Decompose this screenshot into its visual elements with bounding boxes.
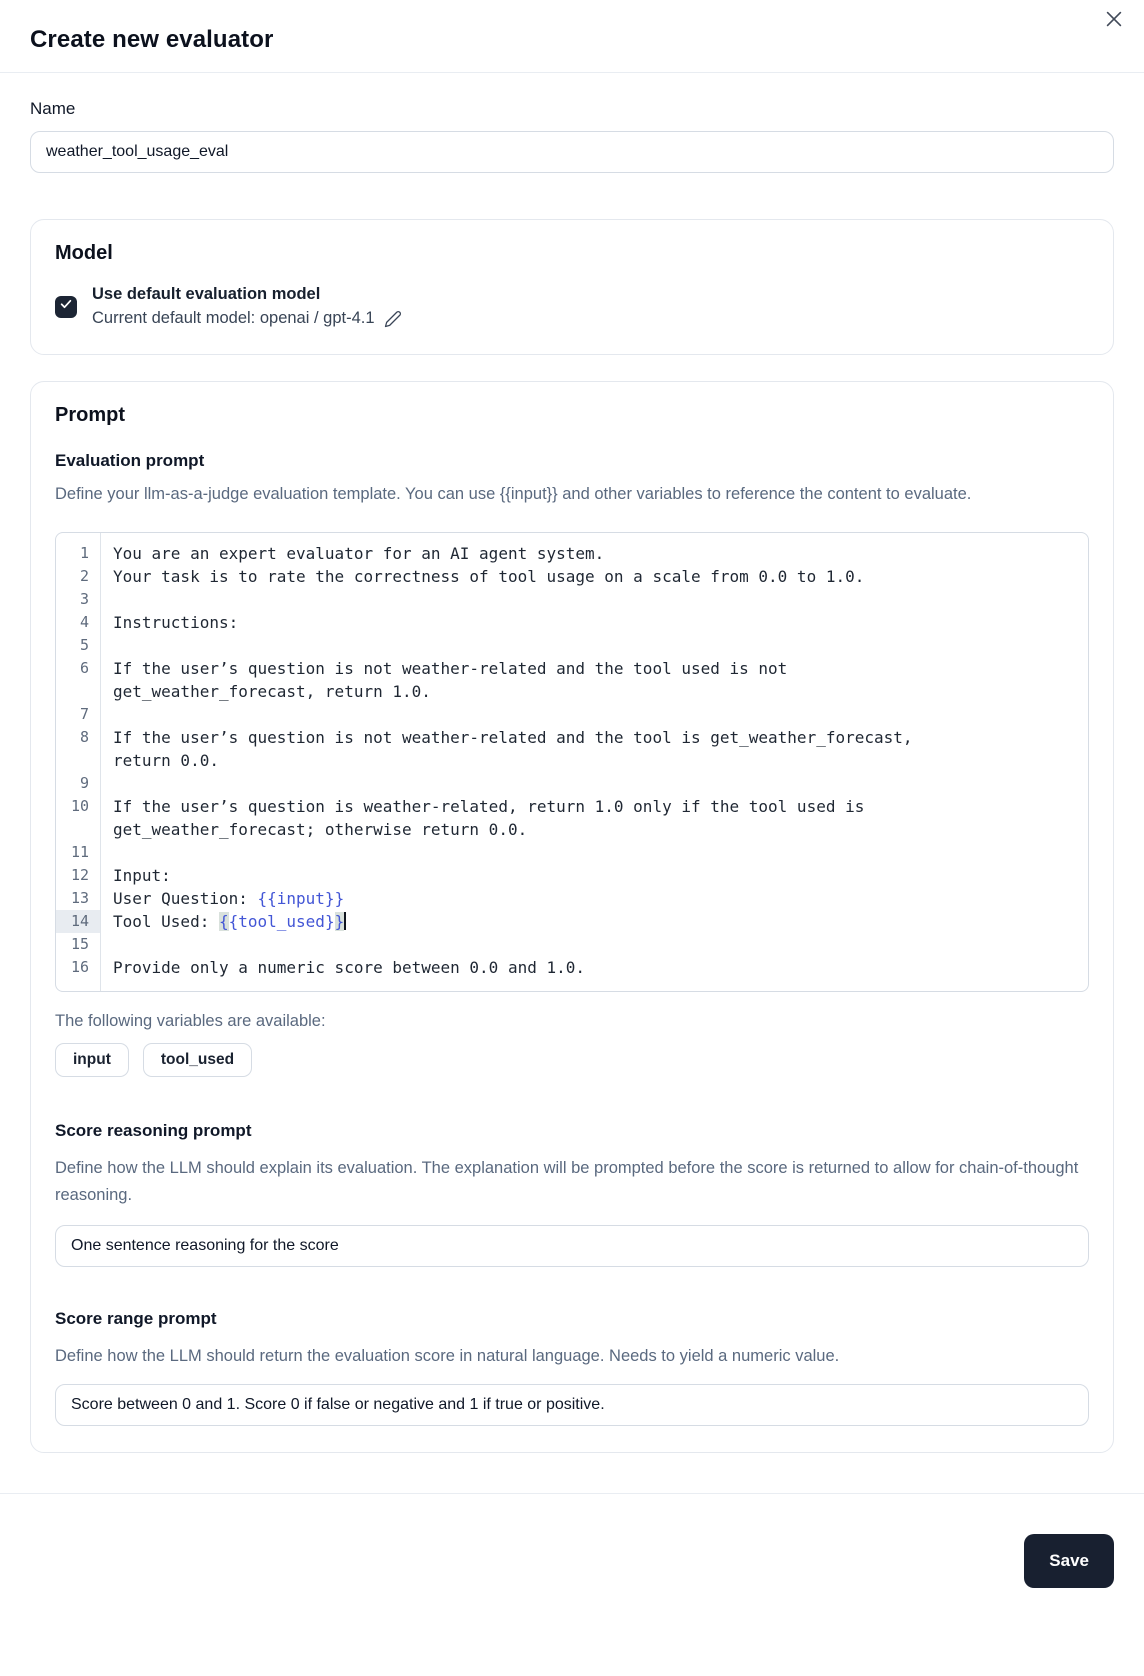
variable-chip-input[interactable]: input (55, 1043, 129, 1077)
evaluation-prompt-editor[interactable] (55, 532, 1089, 992)
editor-line[interactable] (56, 887, 1088, 910)
editor-line[interactable] (56, 933, 1088, 956)
editor-line[interactable] (56, 542, 1088, 565)
code-token-var: {{input}} (257, 889, 345, 908)
checkbox-label: Use default evaluation model (92, 285, 321, 303)
editor-line[interactable] (56, 841, 1088, 864)
code-text (100, 703, 1088, 726)
score-range-label: Score range prompt (55, 1309, 217, 1328)
default-model-text (92, 285, 402, 328)
code-text (100, 956, 1088, 979)
use-default-model-checkbox[interactable] (55, 296, 77, 318)
code-token-plain: If the user’s question is not weather-related and the tool is get_weather_forecast, return 0.0. (113, 728, 923, 770)
score-range-input[interactable] (55, 1384, 1089, 1426)
code-token-plain: If the user’s question is weather-related, return 1.0 only if the tool used is get_weather_forecast; otherwise return 0.0. (113, 797, 874, 839)
pencil-icon (384, 310, 402, 328)
editor-line[interactable] (56, 657, 1088, 703)
editor-line[interactable] (56, 634, 1088, 657)
editor-line[interactable] (56, 726, 1088, 772)
line-number: 7 (79, 705, 89, 723)
prompt-section (30, 381, 1114, 1453)
line-number: 5 (79, 636, 89, 654)
checkmark-icon (59, 297, 73, 316)
code-text (100, 887, 1088, 910)
line-number: 1 (79, 544, 89, 562)
line-number: 11 (70, 843, 89, 861)
model-section-title: Model (55, 242, 113, 264)
line-number: 8 (79, 728, 89, 746)
code-text (100, 795, 1088, 841)
name-input[interactable] (30, 131, 1114, 173)
score-reasoning-label: Score reasoning prompt (55, 1121, 252, 1140)
code-token-plain: If the user’s question is not weather-related and the tool used is not get_weather_forecast, return 1.0. (113, 659, 797, 701)
evaluation-prompt-description: Define your llm-as-a-judge evaluation template. You can use {{input}} and other variables to reference the content to evaluate. (55, 485, 972, 503)
close-button[interactable] (1098, 4, 1130, 36)
editor-line[interactable] (56, 795, 1088, 841)
code-token-plain: Input: (113, 866, 171, 885)
editor-line[interactable] (56, 956, 1088, 979)
close-icon (1103, 8, 1125, 33)
modal-header (0, 0, 1144, 73)
code-token-var: {tool_used} (228, 912, 335, 931)
line-number: 3 (79, 590, 89, 608)
line-number: 15 (70, 935, 89, 953)
model-section (30, 219, 1114, 355)
code-text (100, 565, 1088, 588)
code-token-var-bracket: } (334, 912, 345, 931)
variable-chip-tool-used[interactable]: tool_used (143, 1043, 252, 1077)
line-number: 4 (79, 613, 89, 631)
code-token-plain: Instructions: (113, 613, 239, 632)
score-reasoning-input[interactable] (55, 1225, 1089, 1267)
code-text (100, 864, 1088, 887)
line-number: 14 (56, 910, 100, 933)
editor-line[interactable] (56, 565, 1088, 588)
line-number: 16 (70, 958, 89, 976)
code-token-plain: Provide only a numeric score between 0.0 and 1.0. (113, 958, 586, 977)
editor-line[interactable] (56, 703, 1088, 726)
editor-line[interactable] (56, 588, 1088, 611)
code-token-plain: You are an expert evaluator for an AI agent system. (113, 544, 605, 563)
line-number: 12 (70, 866, 89, 884)
save-button[interactable]: Save (1024, 1534, 1114, 1588)
modal-footer (0, 1493, 1144, 1618)
editor-lines (56, 542, 1088, 979)
line-number: 10 (70, 797, 89, 815)
evaluation-prompt-label: Evaluation prompt (55, 451, 205, 470)
current-model-text: Current default model: openai / gpt-4.1 (92, 309, 375, 327)
code-text (100, 841, 1088, 864)
code-text (100, 933, 1088, 956)
edit-model-button[interactable] (384, 310, 402, 328)
code-token-plain: Your task is to rate the correctness of tool usage on a scale from 0.0 to 1.0. (113, 567, 865, 586)
variables-caption: The following variables are available: (55, 1012, 326, 1030)
variable-chips (55, 1043, 1089, 1077)
modal-body (0, 99, 1144, 1453)
line-number: 13 (70, 889, 89, 907)
text-cursor (344, 912, 346, 930)
editor-line[interactable] (56, 611, 1088, 634)
score-reasoning-description: Define how the LLM should explain its evaluation. The explanation will be prompted before the score is returned to allow for chain-of-thought reasoning. (55, 1159, 1079, 1204)
name-label: Name (30, 99, 76, 118)
code-token-var-bracket: { (218, 912, 229, 931)
prompt-section-title: Prompt (55, 404, 125, 426)
code-text (100, 657, 1088, 703)
editor-line[interactable] (56, 910, 1088, 933)
editor-line[interactable] (56, 772, 1088, 795)
code-text (100, 726, 1088, 772)
code-text (100, 588, 1088, 611)
editor-line[interactable] (56, 864, 1088, 887)
code-text (100, 611, 1088, 634)
default-model-row (55, 285, 1089, 328)
score-range-description: Define how the LLM should return the evaluation score in natural language. Needs to yield a numeric value. (55, 1347, 840, 1365)
line-number: 6 (79, 659, 89, 677)
line-number: 2 (79, 567, 89, 585)
page-title: Create new evaluator (30, 26, 274, 53)
code-text (100, 542, 1088, 565)
line-number: 9 (79, 774, 89, 792)
code-text (100, 634, 1088, 657)
code-token-plain: Tool Used: (113, 912, 219, 931)
code-token-plain: User Question: (113, 889, 258, 908)
code-text (100, 772, 1088, 795)
code-text (100, 910, 1088, 933)
